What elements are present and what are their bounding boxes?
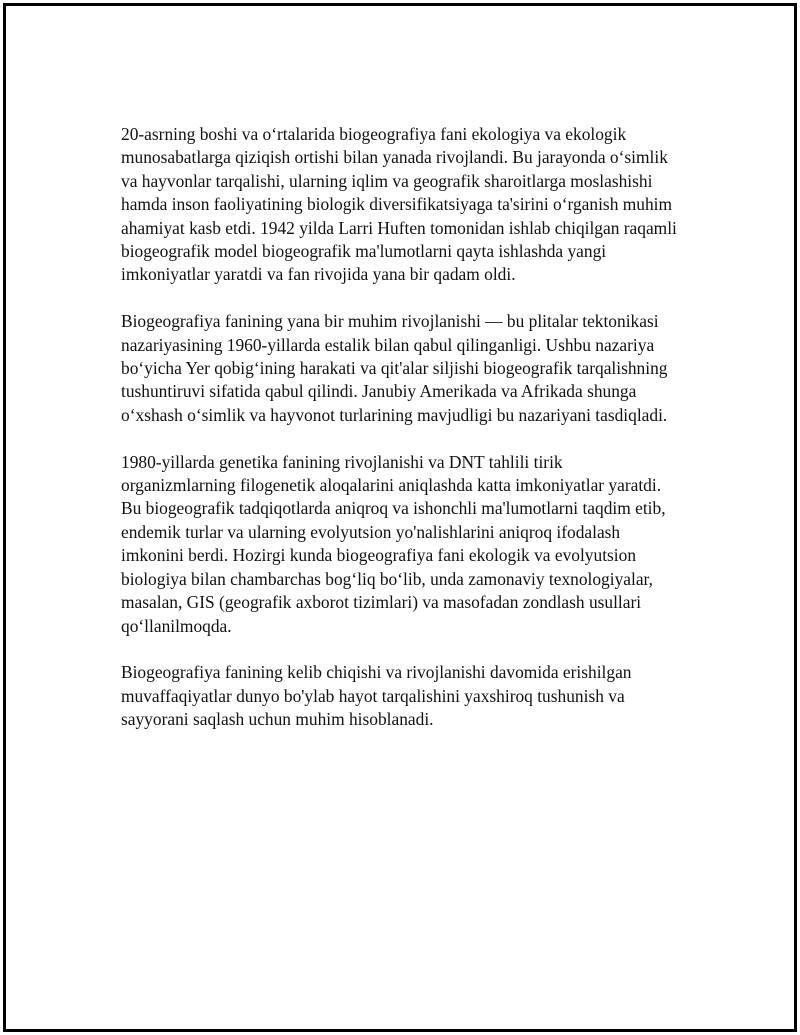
paragraph-4: Biogeografiya fanining kelib chiqishi va rivojlanishi davomida erishilgan muvaffaqiyatlar dunyo bo'ylab hayot tarqalishini yaxshiroq tushunish va sayyorani saqlash uchun muhim hisoblanadi. bbox=[121, 662, 632, 730]
document-body bbox=[121, 123, 681, 755]
page-border bbox=[3, 3, 797, 1032]
paragraph-2: Biogeografiya fanining yana bir muhim rivojlanishi — bu plitalar tektonikasi nazariyasining 1960-yillarda estalik bilan qabul qilinganligi. Ushbu nazariya bo‘yicha Yer qobig‘ining harakati va qit'alar siljishi biogeografik tarqalishning tushuntiruvi sifatida qabul qilindi. Janubiy Amerikada va Afrikada shunga o‘xshash o‘simlik va hayvonot turlarining mavjudligi bu nazariyani tasdiqladi. bbox=[121, 311, 668, 425]
paragraph-3: 1980-yillarda genetika fanining rivojlanishi va DNT tahlili tirik organizmlarning filogenetik aloqalarini aniqlashda katta imkoniyatlar yaratdi. Bu biogeografik tadqiqotlarda aniqroq va ishonchli ma'lumotlarni taqdim etib, endemik turlar va ularning evolyutsion yo'nalishlarini aniqroq ifodalash imkonini berdi. Hozirgi kunda biogeografiya fani ekologik va evolyutsion biologiya bilan chambarchas bog‘liq bo‘lib, unda zamonaviy texnologiyalar, masalan, GIS (geografik axborot tizimlari) va masofadan zondlash usullari qo‘llanilmoqda. bbox=[121, 451, 666, 636]
paragraph-1: 20-asrning boshi va o‘rtalarida biogeografiya fani ekologiya va ekologik munosabatlarga qiziqish ortishi bilan yanada rivojlandi. Bu jarayonda o‘simlik va hayvonlar tarqalishi, ularning iqlim va geografik sharoitlarga moslashishi hamda inson faoliyatining biologik diversifikatsiyaga ta'sirini o‘rganish muhim ahamiyat kasb etdi. 1942 yilda Larri Huften tomonidan ishlab chiqilgan raqamli biogeografik model biogeografik ma'lumotlarni qayta ishlashda yangi imkoniyatlar yaratdi va fan rivojida yana bir qadam oldi. bbox=[121, 124, 677, 285]
